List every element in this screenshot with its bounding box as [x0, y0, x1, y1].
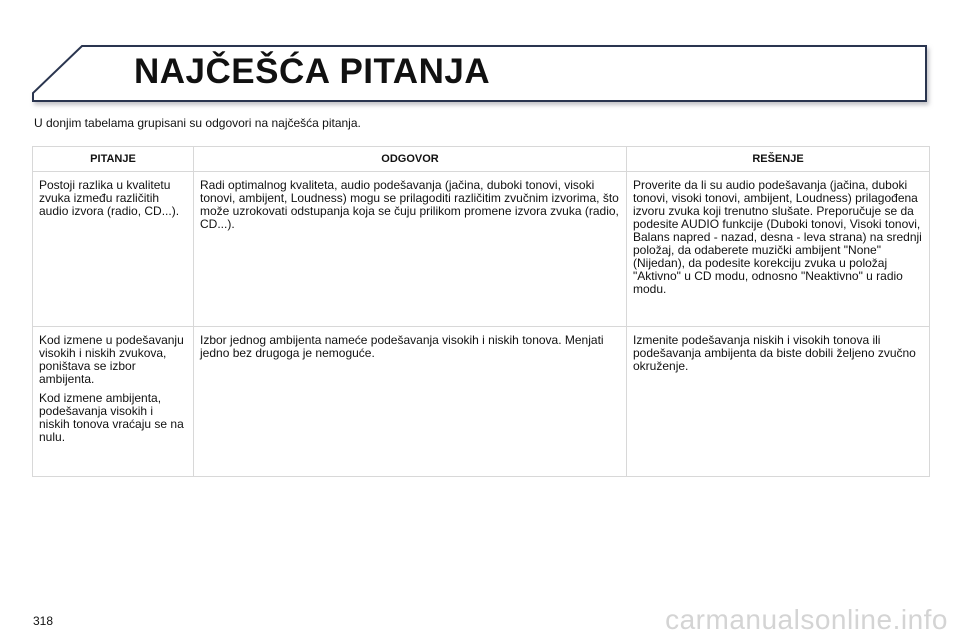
question-text: Kod izmene ambijenta, podešavanja visokih i niskih tonova vraćaju se na nulu.	[39, 391, 184, 444]
column-header-answer: ODGOVOR	[194, 147, 627, 172]
column-header-question: PITANJE	[33, 147, 194, 172]
intro-text: U donjim tabelama grupisani su odgovori na najčešća pitanja.	[34, 116, 361, 130]
table-row	[33, 327, 930, 477]
answer-cell: Radi optimalnog kvaliteta, audio podešavanja (jačina, duboki tonovi, visoki tonovi, ambijent, Loudness) mogu se prilagoditi različitim zvučnim izvorima, što može uzrokovati odstupanja koja se čuju prilikom promene izvora zvuka (radio, CD...).	[194, 172, 627, 327]
solution-cell: Izmenite podešavanja niskih i visokih tonova ili podešavanja ambijenta da biste dobili željeno zvučno okruženje.	[627, 327, 930, 477]
page-number: 318	[33, 614, 54, 628]
answer-cell: Izbor jednog ambijenta nameće podešavanja visokih i niskih tonova. Menjati jedno bez drugoga je nemoguće.	[194, 327, 627, 477]
question-text: Postoji razlika u kvalitetu zvuka između različitih audio izvora (radio, CD...).	[39, 178, 180, 218]
question-cell	[33, 172, 194, 327]
question-text: Kod izmene u podešavanju visokih i niskih zvukova, poništava se izbor ambijenta.	[39, 333, 184, 386]
question-cell	[33, 327, 194, 477]
faq-table	[32, 146, 930, 477]
page-title: NAJČEŠĆA PITANJA	[134, 52, 491, 91]
table-header-row	[33, 147, 930, 172]
column-header-solution: REŠENJE	[627, 147, 930, 172]
watermark-text: carmanualsonline.info	[665, 604, 948, 635]
solution-cell: Proverite da li su audio podešavanja (jačina, duboki tonovi, visoki tonovi, ambijent, Loudness) prilagođena izvoru zvuka koji trenutno slušate. Preporučuje se da podesite AUDIO funkcije (Duboki tonovi, Visoki tonovi, Balans napred - nazad, desna - leva strana) na srednji položaj, da odaberete muzički ambijent "None" (Nijedan), da podesite korekciju zvuka u položaj "Aktivno" u CD modu, odnosno "Neaktivno" u radio modu.	[627, 172, 930, 327]
table-row	[33, 172, 930, 327]
